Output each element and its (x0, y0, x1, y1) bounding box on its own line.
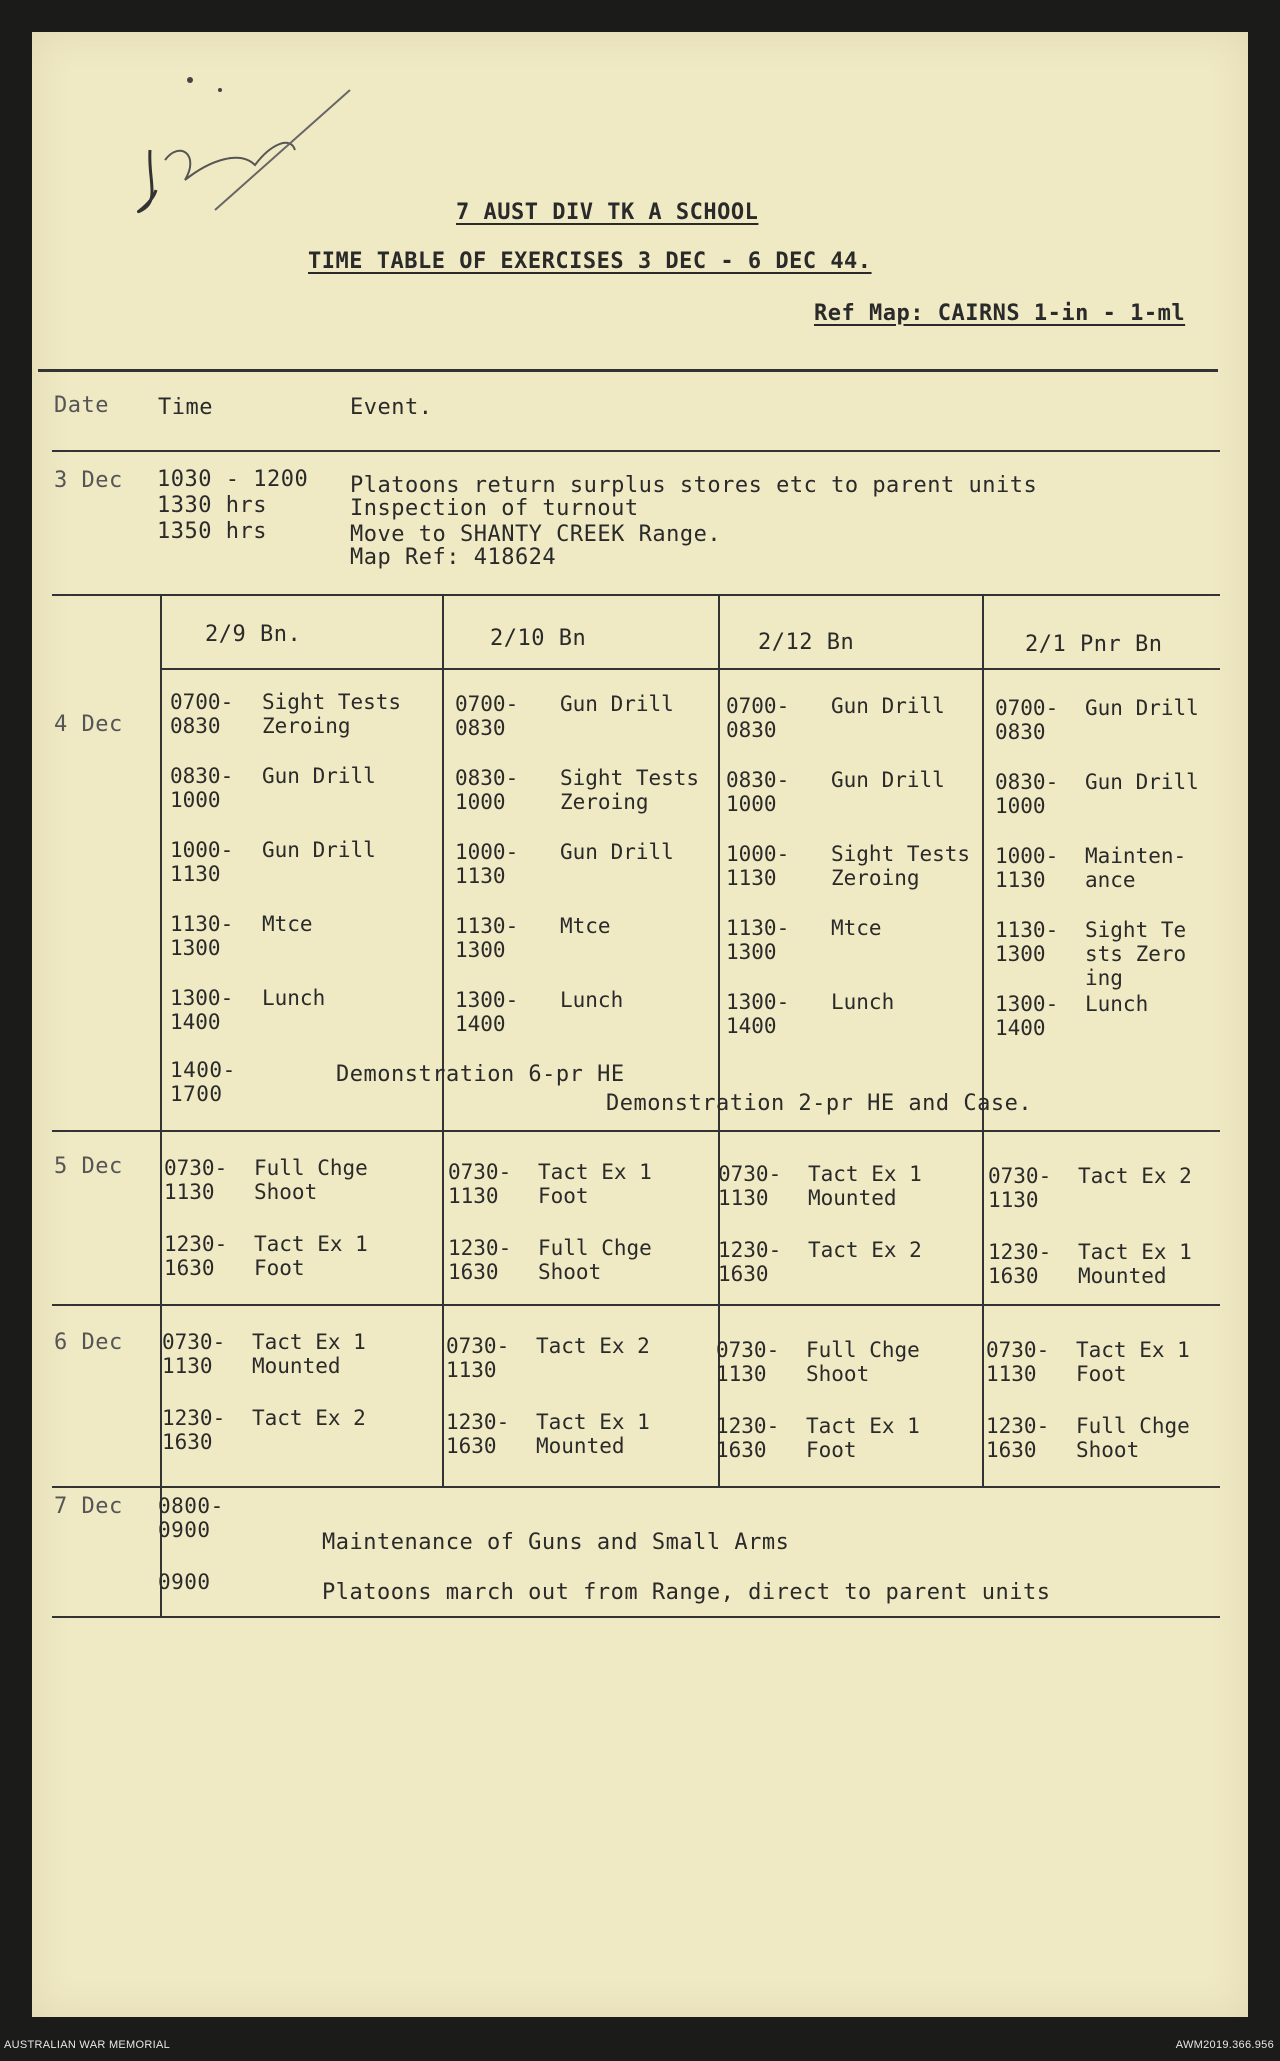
slot-event: Mainten- ance (1085, 844, 1187, 892)
slot-event: Tact Ex 1 Mounted (536, 1410, 650, 1458)
slot-event: Gun Drill (560, 692, 674, 716)
date-4-dec: 4 Dec (54, 712, 123, 737)
demonstration-2pr: Demonstration 2-pr HE and Case. (606, 1091, 1033, 1116)
slot-event: Tact Ex 1 Mounted (252, 1330, 366, 1378)
dec6-bn21-slot (986, 1338, 1211, 1418)
dec4-bn21-slot (995, 844, 1220, 924)
slot-event: Tact Ex 2 (252, 1406, 366, 1430)
slot-time: 0830- 1000 (170, 764, 234, 812)
event-3-dec-3: Move to SHANTY CREEK Range. (350, 522, 722, 547)
slot-event: Tact Ex 2 (536, 1334, 650, 1358)
slot-time: 1230- 1630 (718, 1238, 782, 1286)
dec4-bn29-slot (170, 764, 440, 844)
slot-time: 0830- 1000 (726, 768, 790, 816)
slot-time: 1300- 1400 (170, 986, 234, 1034)
slot-time: 1130- 1300 (170, 912, 234, 960)
slot-event: Tact Ex 1 Foot (1076, 1338, 1190, 1386)
battalion-header-rule (162, 668, 1220, 670)
date-5-dec: 5 Dec (54, 1154, 123, 1179)
time-7-dec-1: 0800- 0900 (158, 1494, 224, 1542)
slot-time: 0700- 0830 (170, 690, 234, 738)
slot-time: 0730- 1130 (446, 1334, 510, 1382)
dec5-bn29-slot (164, 1156, 434, 1236)
col-divider-3 (982, 596, 984, 1486)
slot-event: Lunch (262, 986, 326, 1010)
slot-event: Gun Drill (1085, 770, 1199, 794)
slot-time: 0730- 1130 (448, 1160, 512, 1208)
footer-left: AUSTRALIAN WAR MEMORIAL (4, 2039, 171, 2051)
dec5-bn212-slot (718, 1238, 973, 1318)
dec6-bn29-slot (162, 1406, 432, 1486)
slot-event: Mtce (831, 916, 882, 940)
dec4-bn212-slot (726, 768, 981, 848)
slot-time: 1000- 1130 (726, 842, 790, 890)
slot-time: 0700- 0830 (995, 696, 1059, 744)
dec4-bn21-slot (995, 992, 1220, 1072)
slot-event: Mtce (560, 914, 611, 938)
slot-time: 1230- 1630 (162, 1406, 226, 1454)
dec4-bn29-slot (170, 690, 440, 770)
slot-time: 1000- 1130 (170, 838, 234, 886)
time-3-dec-3: 1350 hrs (157, 519, 267, 544)
header-rule (52, 450, 1220, 452)
slot-time: 1300- 1400 (726, 990, 790, 1038)
top-rule (38, 369, 1218, 372)
battalion-2-1-pnr: 2/1 Pnr Bn (1025, 632, 1163, 657)
slot-time: 1230- 1630 (448, 1236, 512, 1284)
slot-event: Tact Ex 2 (1078, 1164, 1192, 1188)
battalion-2-12: 2/12 Bn (758, 630, 855, 655)
dec5-bn21-slot (988, 1240, 1213, 1320)
dec4-bn210-slot (455, 766, 715, 846)
dec4-bn212-slot (726, 694, 981, 774)
date-3-dec: 3 Dec (54, 468, 123, 493)
dec6-bn29-slot (162, 1330, 432, 1410)
slot-event: Full Chge Shoot (806, 1338, 920, 1386)
col-divider-1 (442, 596, 444, 1486)
slot-event: Lunch (1085, 992, 1149, 1016)
slot-event: Gun Drill (560, 840, 674, 864)
slot-time: 0730- 1130 (988, 1164, 1052, 1212)
event-3-dec-4: Map Ref: 418624 (350, 545, 557, 570)
slot-time: 1230- 1630 (988, 1240, 1052, 1288)
dec4-bn21-slot (995, 770, 1220, 850)
slot-time: 1300- 1400 (995, 992, 1059, 1040)
table-top-rule (52, 594, 1220, 596)
slot-event: Full Chge Shoot (538, 1236, 652, 1284)
dec5-bn210-slot (448, 1160, 708, 1240)
slot-time: 0730- 1130 (718, 1162, 782, 1210)
slot-event: Tact Ex 1 Mounted (1078, 1240, 1192, 1288)
slot-time: 0700- 0830 (726, 694, 790, 742)
slot-event: Mtce (262, 912, 313, 936)
dec4-bn21-slot (995, 696, 1220, 776)
battalion-2-9: 2/9 Bn. (205, 622, 302, 647)
dec6-bn210-slot (446, 1410, 706, 1490)
slot-time: 1230- 1630 (716, 1414, 780, 1462)
time-3-dec-2: 1330 hrs (157, 493, 267, 518)
dec4-bn21-slot (995, 918, 1220, 998)
slot-event: Sight Tests Zeroing (262, 690, 402, 738)
dec5-bn210-slot (448, 1236, 708, 1316)
slot-event: Full Chge Shoot (254, 1156, 368, 1204)
dec4-bn212-slot (726, 842, 981, 922)
dec5-bn21-slot (988, 1164, 1213, 1244)
slot-time: 1130- 1300 (995, 918, 1059, 966)
slot-time: 0730- 1130 (986, 1338, 1050, 1386)
dec6-bn21-slot (986, 1414, 1211, 1494)
slot-time: 0730- 1130 (164, 1156, 228, 1204)
dec4-bn210-slot (455, 914, 715, 994)
slot-time: 1130- 1300 (726, 916, 790, 964)
slot-time: 1000- 1130 (455, 840, 519, 888)
slot-event: Tact Ex 1 Foot (538, 1160, 652, 1208)
date-7-dec: 7 Dec (54, 1494, 123, 1519)
slot-time: 0700- 0830 (455, 692, 519, 740)
slot-time: 0830- 1000 (455, 766, 519, 814)
slot-time: 0830- 1000 (995, 770, 1059, 818)
dec4-bn29-slot (170, 912, 440, 992)
slot-event: Lunch (560, 988, 624, 1012)
slot-event: Sight Te sts Zero ing (1085, 918, 1187, 990)
footer-right: AWM2019.366.956 (1175, 2039, 1274, 2051)
slot-event: Lunch (831, 990, 895, 1014)
demo-time: 1400- 1700 (170, 1058, 236, 1106)
dec4-bn210-slot (455, 692, 715, 772)
document-title: 7 AUST DIV TK A SCHOOL (456, 200, 759, 225)
date-6-dec: 6 Dec (54, 1330, 123, 1355)
event-7-dec-1: Maintenance of Guns and Small Arms (322, 1530, 790, 1555)
dec4-bn29-slot (170, 838, 440, 918)
slot-event: Tact Ex 1 Foot (806, 1414, 920, 1462)
dec5-bn29-slot (164, 1232, 434, 1312)
slot-time: 0730- 1130 (162, 1330, 226, 1378)
slot-event: Gun Drill (1085, 696, 1199, 720)
demonstration-6pr: Demonstration 6-pr HE (336, 1062, 625, 1087)
time-3-dec-1: 1030 - 1200 (157, 467, 309, 492)
slot-event: Gun Drill (831, 768, 945, 792)
dec4-bn212-slot (726, 916, 981, 996)
dec6-bn212-slot (716, 1338, 971, 1418)
slot-event: Gun Drill (262, 764, 376, 788)
dec6-bn210-slot (446, 1334, 706, 1414)
slot-event: Sight Tests Zeroing (560, 766, 700, 814)
column-time: Time (158, 395, 213, 420)
slot-time: 1300- 1400 (455, 988, 519, 1036)
event-7-dec-2: Platoons march out from Range, direct to parent units (322, 1580, 1051, 1605)
slot-time: 1000- 1130 (995, 844, 1059, 892)
slot-event: Sight Tests Zeroing (831, 842, 971, 890)
slot-event: Full Chge Shoot (1076, 1414, 1190, 1462)
dec4-bn212-slot (726, 990, 981, 1070)
dec5-bn212-slot (718, 1162, 973, 1242)
slot-time: 1130- 1300 (455, 914, 519, 962)
event-3-dec-1: Platoons return surplus stores etc to parent units (350, 473, 1038, 498)
slot-time: 0730- 1130 (716, 1338, 780, 1386)
column-event: Event. (350, 395, 433, 420)
slot-event: Gun Drill (262, 838, 376, 862)
dec4-bn29-slot (170, 986, 440, 1066)
slot-event: Tact Ex 2 (808, 1238, 922, 1262)
table-bottom-rule (52, 1616, 1220, 1618)
slot-event: Tact Ex 1 Mounted (808, 1162, 922, 1210)
document-subtitle: TIME TABLE OF EXERCISES 3 DEC - 6 DEC 44. (308, 249, 872, 274)
slot-event: Tact Ex 1 Foot (254, 1232, 368, 1280)
dec4-bn210-slot (455, 840, 715, 920)
slot-time: 1230- 1630 (164, 1232, 228, 1280)
slot-time: 1230- 1630 (446, 1410, 510, 1458)
handwritten-signature (90, 60, 360, 220)
time-7-dec-2: 0900 (158, 1570, 211, 1594)
dec4-bn210-slot (455, 988, 715, 1068)
dec4-bottom-rule (52, 1130, 1220, 1132)
battalion-2-10: 2/10 Bn (490, 626, 587, 651)
slot-time: 1230- 1630 (986, 1414, 1050, 1462)
slot-event: Gun Drill (831, 694, 945, 718)
column-date: Date (54, 393, 109, 418)
reference-map: Ref Map: CAIRNS 1-in - 1-ml (814, 301, 1186, 326)
event-3-dec-2: Inspection of turnout (350, 496, 639, 521)
dec6-bn212-slot (716, 1414, 971, 1494)
